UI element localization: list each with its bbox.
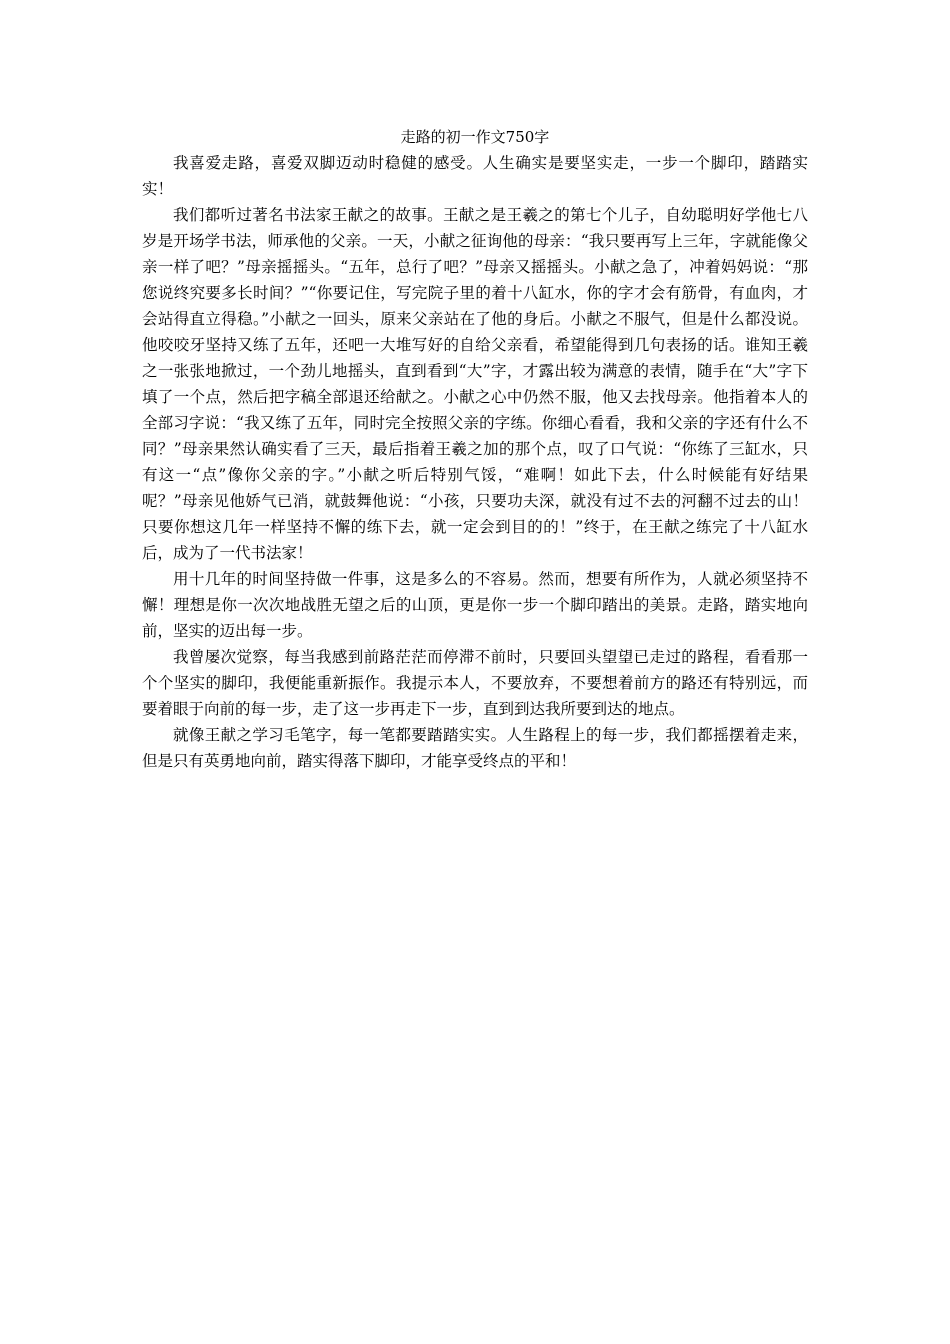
paragraph-3: 用十几年的时间坚持做一件事，这是多么的不容易。然而，想要有所作为，人就必须坚持不懈！理想是你一次次地战胜无望之后的山顶，更是你一步一个脚印踏出的美景。走路，踏实地向前，坚实的迈出每一步。 — [142, 570, 808, 640]
paragraph-5: 就像王献之学习毛笔字，每一笔都要踏踏实实。人生路程上的每一步，我们都摇摆着走来，但是只有英勇地向前，踏实得落下脚印，才能享受终点的平和！ — [142, 726, 808, 770]
document-title: 走路的初一作文750字 — [400, 128, 550, 146]
paragraph-4: 我曾屡次觉察，每当我感到前路茫茫而停滞不前时，只要回头望望已走过的路程，看看那一个个坚实的脚印，我便能重新振作。我提示本人，不要放弃，不要想着前方的路还有特别远，而要着眼于向前的每一步，走了这一步再走下一步，直到到达我所要到达的地点。 — [142, 648, 808, 718]
paragraph-2: 我们都听过著名书法家王献之的故事。王献之是王羲之的第七个儿子，自幼聪明好学他七八岁是开场学书法，师承他的父亲。一天，小献之征询他的母亲：“我只要再写上三年，字就能像父亲一样了吧？”母亲摇摇头。“五年，总行了吧？”母亲又摇摇头。小献之急了，冲着妈妈说：“那您说终究要多长时间？”“你要记住，写完院子里的着十八缸水，你的字才会有筋骨，有血肉，才会站得直立得稳。”小献之一回头，原来父亲站在了他的身后。小献之不服气，但是什么都没说。他咬咬牙坚持又练了五年，还吧一大堆写好的自给父亲看，希望能得到几句表扬的话。谁知王羲之一张张地掀过，一个劲儿地摇头，直到看到“大”字，才露出较为满意的表情，随手在“大”字下填了一个点，然后把字稿全部退还给献之。小献之心中仍然不服，他又去找母亲。他指着本人的全部习字说：“我又练了五年，同时完全按照父亲的字练。你细心看看，我和父亲的字还有什么不同？”母亲果然认确实看了三天，最后指着王羲之加的那个点，叹了口气说：“你练了三缸水，只有这一“点”像你父亲的字。”小献之听后特别气馁，“难啊！如此下去，什么时候能有好结果呢？”母亲见他娇气已消，就鼓舞他说：“小孩，只要功夫深，就没有过不去的河翻不过去的山！只要你想这几年一样坚持不懈的练下去，就一定会到目的的！”终于，在王献之练完了十八缸水后，成为了一代书法家！ — [142, 206, 808, 562]
paragraph-1: 我喜爱走路，喜爱双脚迈动时稳健的感受。人生确实是要坚实走，一步一个脚印，踏踏实实！ — [142, 154, 808, 198]
document-body — [142, 124, 808, 774]
